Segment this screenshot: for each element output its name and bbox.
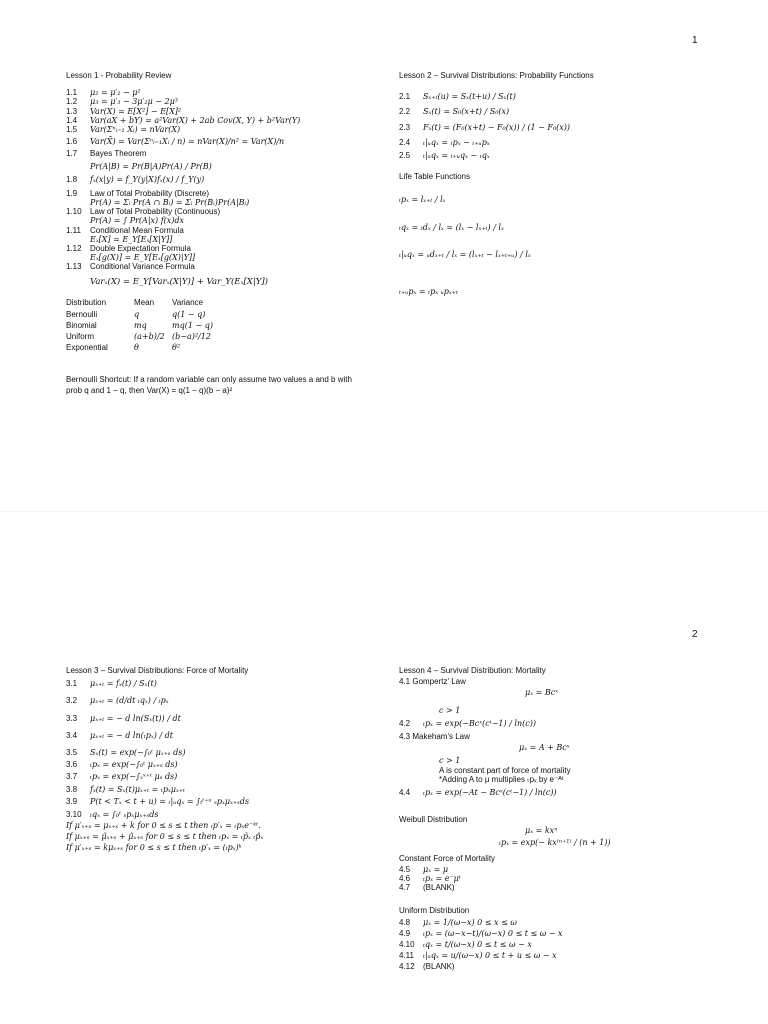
page-number: 2 <box>692 629 698 640</box>
bayes-formula: Pr(A|B) = Pr(B|A)Pr(A) / Pr(B) <box>90 161 212 171</box>
table-header: Distribution <box>66 298 107 308</box>
lesson-4-section <box>399 666 729 972</box>
table-cell: θ² <box>172 343 181 353</box>
formula-4-11: 4.11 ₜ|ᵤqₓ = u/(ω−x) 0 ≤ t + u ≤ ω − x <box>399 951 557 961</box>
formula-2-2: 2.2 Sₓ(t) = S₀(x+t) / S₀(x) <box>399 107 510 117</box>
formula-3-3: 3.3 μₓ₊ₜ = − d ln(Sₓ(t)) / dt <box>66 713 181 723</box>
gompertz-formula: μₓ = Bcˣ <box>525 688 559 698</box>
table-header-row <box>66 297 213 308</box>
lesson-3-section <box>66 666 384 853</box>
formula-4-8: 4.8 μₓ = 1/(ω−x) 0 ≤ x ≤ ω <box>399 917 517 927</box>
life-table-formula: ₜ₊ᵤpₓ = ₜpₓ ᵤpₓ₊ₜ <box>399 286 458 296</box>
force-note: If μ′ₓ₊ₛ = μₓ₊ₛ + k for 0 ≤ s ≤ t then ₜp′ₓ = ₜpₓe⁻ᵏᵗ. <box>66 821 261 831</box>
distribution-table <box>66 297 213 353</box>
formula-1-13: 1.13 Conditional Variance Formula <box>66 262 195 272</box>
formula-4-6: 4.6 ₜpₓ = e⁻μᵗ <box>399 874 461 883</box>
lesson-4-title: Lesson 4 – Survival Distribution: Mortality <box>399 666 546 675</box>
makeham-note: *Adding A to μ multiplies ₜpₓ by e⁻ᴬᵗ <box>439 774 564 784</box>
table-header: Variance <box>172 298 203 308</box>
formula-1-3: 1.3 Var(X) = E[X²] − E[X]² <box>66 106 182 116</box>
table-row <box>66 309 213 320</box>
table-cell: Uniform <box>66 331 95 341</box>
table-cell: mq <box>134 320 147 330</box>
formula-3-2: 3.2 μₓ₊ₜ = (d/dt ₜqₓ) / ₜpₓ <box>66 696 169 706</box>
formula-1-6: 1.6 Var(X̄) = Var(Σⁿᵢ₌₁Xᵢ / n) = nVar(X)/n² = Var(X)/n <box>66 137 285 147</box>
table-cell: mq(1 − q) <box>172 320 213 330</box>
life-table-formula: ₜpₓ = lₓ₊ₜ / lₓ <box>399 195 446 205</box>
makeham-note: A is constant part of force of mortality <box>439 765 571 775</box>
formula-4-7: 4.7 (BLANK) <box>399 883 455 893</box>
formula-4-5: 4.5 μₓ = μ <box>399 864 449 874</box>
formula-4-4: 4.4 ₜpₓ = exp(−At − Bcˣ(cᵗ−1) / ln(c)) <box>399 787 557 797</box>
table-header: Mean <box>134 298 155 308</box>
formula-4-10: 4.10 ₜqₓ = t/(ω−x) 0 ≤ t ≤ ω − x <box>399 939 532 949</box>
makeham-condition: c > 1 <box>439 756 461 766</box>
table-cell: (b−a)²/12 <box>172 331 211 341</box>
weibull-formula: ₜpₓ = exp(− kx⁽ⁿ⁺¹⁾ / (n + 1)) <box>499 838 611 848</box>
page-2 <box>0 512 768 1024</box>
table-cell: Bernoulli <box>66 309 98 319</box>
formula-1-10: 1.10 Law of Total Probability (Continuous) <box>66 207 221 217</box>
gompertz-condition: c > 1 <box>439 705 461 715</box>
table-cell: (a+b)/2 <box>134 331 165 341</box>
formula-3-4: 3.4 μₓ₊ₜ = − d ln(ₜpₓ) / dt <box>66 730 173 740</box>
lesson-2-title: Lesson 2 – Survival Distributions: Probability Functions <box>399 71 594 80</box>
table-cell: θ <box>134 343 139 353</box>
formula-1-7: 1.7 Bayes Theorem <box>66 149 147 159</box>
formula-3-5: 3.5 Sₓ(t) = exp(−∫₀ᵗ μₓ₊ₛ ds) <box>66 747 186 757</box>
formula-2-1: 2.1 Sₓ₊ₜ(u) = Sₓ(t+u) / Sₓ(t) <box>399 92 516 102</box>
page-number: 1 <box>692 35 698 46</box>
life-table-formula: ₜqₓ = ₜdₓ / lₓ = (lₓ − lₓ₊ₜ) / lₓ <box>399 222 504 232</box>
ltp-continuous: Pr(A) = ∫ Pr(A|x) f(x)dx <box>90 216 185 226</box>
formula-1-1: 1.1 μ₂ = μ′₂ − μ² <box>66 88 141 98</box>
table-cell: Binomial <box>66 320 97 330</box>
table-cell: q <box>134 309 140 319</box>
gompertz-label: 4.1 Gompertz' Law <box>399 677 466 687</box>
table-cell: q(1 − q) <box>172 309 206 319</box>
formula-1-5: 1.5 Var(Σⁿᵢ₌₁ Xᵢ) = nVar(X) <box>66 124 181 134</box>
formula-2-3: 2.3 Fₓ(t) = (F₀(x+t) − F₀(x)) / (1 − F₀(x)) <box>399 122 571 132</box>
weibull-formula: μₓ = kxⁿ <box>525 826 558 836</box>
formula-3-8: 3.8 fₓ(t) = Sₓ(t)μₓ₊ₜ = ₜpₓμₓ₊ₜ <box>66 784 186 794</box>
formula-1-9: 1.9 Law of Total Probability (Discrete) <box>66 188 210 198</box>
table-row <box>66 320 213 331</box>
force-note: If μₓ₊ₛ = μ̃ₓ₊ₛ + μ̂ₓ₊ₛ for 0 ≤ s ≤ t then ₜpₓ = ₜp̃ₓ ₜp̂ₓ <box>66 832 264 842</box>
constant-force-title: Constant Force of Mortality <box>399 853 496 863</box>
formula-2-4: 2.4 ₜ|ᵤqₓ = ₜpₓ − ₜ₊ᵤpₓ <box>399 137 490 147</box>
formula-1-2: 1.2 μ₃ = μ′₃ − 3μ′₂μ − 2μ³ <box>66 97 179 107</box>
force-note: If μ′ₓ₊ₛ = kμₓ₊ₛ for 0 ≤ s ≤ t then ₜp′ₓ = (ₜpₓ)ᵏ <box>66 843 242 853</box>
makeham-label: 4.3 Makeham's Law <box>399 731 470 741</box>
life-table-title: Life Table Functions <box>399 172 471 182</box>
formula-3-1: 3.1 μₓ₊ₜ = fₓ(t) / Sₓ(t) <box>66 679 157 689</box>
makeham-formula: μₓ = A + Bcˣ <box>519 743 570 753</box>
formula-4-2: 4.2 ₜpₓ = exp(−Bcˣ(cᵗ−1) / ln(c)) <box>399 718 536 728</box>
formula-4-12: 4.12 (BLANK) <box>399 962 455 972</box>
ltp-discrete: Pr(A) = Σᵢ Pr(A ∩ Bᵢ) = Σᵢ Pr(Bᵢ)Pr(A|Bᵢ) <box>90 198 250 208</box>
weibull-title: Weibull Distribution <box>399 815 468 825</box>
formula-3-10: 3.10 ₜqₓ = ∫₀ᵗ ₛpₓμₓ₊ₛds <box>66 809 159 819</box>
conditional-variance: Varₓ(X) = E_Y[Varₓ(X|Y)] + Var_Y(Eₓ[X|Y]) <box>90 276 268 287</box>
uniform-title: Uniform Distribution <box>399 906 470 916</box>
formula-1-4: 1.4 Var(aX + bY) = a²Var(X) + 2ab Cov(X, Y) + b²Var(Y) <box>66 115 301 125</box>
lesson-3-title: Lesson 3 – Survival Distributions: Force of Mortality <box>66 666 249 675</box>
lesson-2-section <box>399 71 729 296</box>
formula-1-11: 1.11 Conditional Mean Formula <box>66 225 184 235</box>
lesson-1-title: Lesson 1 - Probability Review <box>66 71 172 80</box>
formula-4-9: 4.9 ₜpₓ = (ω−x−t)/(ω−x) 0 ≤ t ≤ ω − x <box>399 928 563 938</box>
table-row <box>66 331 213 342</box>
formula-2-5: 2.5 ₜ|ᵤqₓ = ₜ₊ᵤqₓ − ₜqₓ <box>399 150 490 160</box>
double-expectation: Eₓ[g(X)] = E_Y[Eₓ[g(X)|Y]] <box>90 253 196 263</box>
lesson-1-section <box>66 71 384 397</box>
table-cell: Exponential <box>66 343 108 353</box>
formula-3-9: 3.9 P(t < Tₓ < t + u) = ₜ|ᵤqₓ = ∫ₜᵗ⁺ᵘ ₛpₓμₓ₊ₛds <box>66 796 250 806</box>
formula-3-6: 3.6 ₜpₓ = exp(−∫₀ᵗ μₓ₊ₛ ds) <box>66 760 178 770</box>
table-row <box>66 342 213 353</box>
formula-1-8: 1.8 fₓ(x|y) = f_Y(y|X)fₓ(x) / f_Y(y) <box>66 174 205 184</box>
bernoulli-shortcut: Bernoulli Shortcut: If a random variable can only assume two values a and b with prob q and 1 − q, then Var(X) = q(1 − q)(b − a)² <box>66 375 352 396</box>
formula-1-12: 1.12 Double Expectation Formula <box>66 244 191 253</box>
life-table-formula: ₜ|ᵤqₓ = ᵤdₓ₊ₜ / lₓ = (lₓ₊ₜ − lₓ₊ₜ₊ᵤ) / lₓ <box>399 249 531 259</box>
conditional-mean: Eₓ[X] = E_Y[Eₓ[X|Y]] <box>90 234 173 244</box>
formula-3-7: 3.7 ₜpₓ = exp(−∫ₓˣ⁺ᵗ μₛ ds) <box>66 772 178 782</box>
